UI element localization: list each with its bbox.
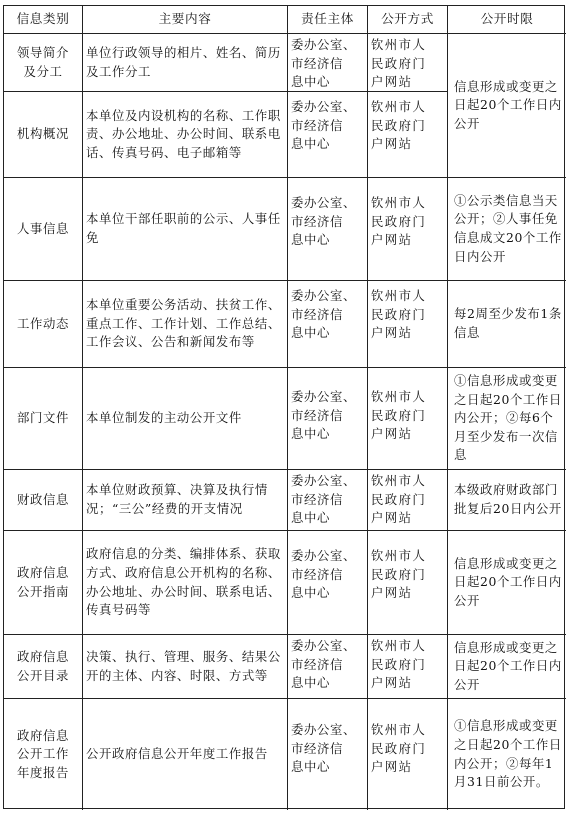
row-time: 信息形成或变更之日起20个工作日内公开: [448, 635, 566, 699]
row-responsible: 委办公室、 市经济信 息中心: [288, 470, 368, 531]
row-responsible: 委办公室、 市经济信 息中心: [288, 178, 368, 281]
row-category: 领导简介 及分工: [4, 34, 83, 92]
row-category: 财政信息: [4, 470, 83, 531]
row-time: 信息形成或变更之日起20个工作日内公开: [448, 531, 566, 635]
row-method: 钦州市人 民政府门 户网站: [368, 531, 448, 635]
header-responsible: 责任主体: [288, 6, 368, 34]
row-responsible: 委办公室、 市经济信 息中心: [288, 635, 368, 699]
row-category: 工作动态: [4, 281, 83, 368]
info-disclosure-table: [3, 5, 565, 809]
row-time: ①信息形成或变更之日起20个工作日内公开；②每6个月至少发布一次信息: [448, 368, 566, 470]
row-content: 政府信息的分类、编排体系、获取方式、政府信息公开机构的名称、办公地址、办公时间、联系电话、传真号码等: [83, 531, 288, 635]
row-content: 本单位重要公务活动、扶贫工作、重点工作、工作计划、工作总结、工作会议、公告和新闻发布等: [83, 281, 288, 368]
row-content: 公开政府信息公开年度工作报告: [83, 699, 288, 810]
row-time: 每2周至少发布1条信息: [448, 281, 566, 368]
row-responsible: 委办公室、 市经济信 息中心: [288, 92, 368, 178]
row-category: 政府信息 公开指南: [4, 531, 83, 635]
row-category: 政府信息 公开工作 年度报告: [4, 699, 83, 810]
row-method: 钦州市人 民政府门 户网站: [368, 281, 448, 368]
row-content: 本单位制发的主动公开文件: [83, 368, 288, 470]
row-time: 本级政府财政部门批复后20日内公开: [448, 470, 566, 531]
row-method: 钦州市人 民政府门 户网站: [368, 34, 448, 92]
row-responsible: 委办公室、 市经济信 息中心: [288, 368, 368, 470]
row-content: 本单位财政预算、决算及执行情况；“三公”经费的开支情况: [83, 470, 288, 531]
header-content: 主要内容: [83, 6, 288, 34]
row-content: 单位行政领导的相片、姓名、简历及工作分工: [83, 34, 288, 92]
row-category: 人事信息: [4, 178, 83, 281]
row-content: 本单位干部任职前的公示、人事任免: [83, 178, 288, 281]
header-time: 公开时限: [448, 6, 566, 34]
row-method: 钦州市人 民政府门 户网站: [368, 635, 448, 699]
row-time: ①信息形成或变更之日起20个工作日内公开；②每年1月31日前公开。: [454, 718, 562, 790]
header-method: 公开方式: [368, 6, 448, 34]
row-method: 钦州市人 民政府门 户网站: [368, 470, 448, 531]
row-responsible: 委办公室、 市经济信 息中心: [288, 281, 368, 368]
row-category: 机构概况: [4, 92, 83, 178]
row-method: 钦州市人 民政府门 户网站: [368, 699, 448, 810]
row-time-merged: 信息形成或变更之日起20个工作日内公开: [448, 34, 566, 178]
row-content: 决策、执行、管理、服务、结果公开的主体、内容、时限、方式等: [83, 635, 288, 699]
row-responsible: 委办公室、 市经济信 息中心: [288, 531, 368, 635]
row-category: 政府信息 公开目录: [4, 635, 83, 699]
row-category: 部门文件: [4, 368, 83, 470]
header-category: 信息类别: [4, 6, 83, 34]
row-content: 本单位及内设机构的名称、工作职责、办公地址、办公时间、联系电话、传真号码、电子邮箱等: [83, 92, 288, 178]
row-method: 钦州市人 民政府门 户网站: [368, 368, 448, 470]
row-responsible: 委办公室、 市经济信 息中心: [288, 34, 368, 92]
row-method: 钦州市人 民政府门 户网站: [368, 92, 448, 178]
row-responsible: 委办公室、 市经济信 息中心: [288, 699, 368, 810]
row-method: 钦州市人 民政府门 户网站: [368, 178, 448, 281]
row-time: ①公示类信息当天公开；②人事任免信息成文20个工作日内公开: [448, 178, 566, 281]
